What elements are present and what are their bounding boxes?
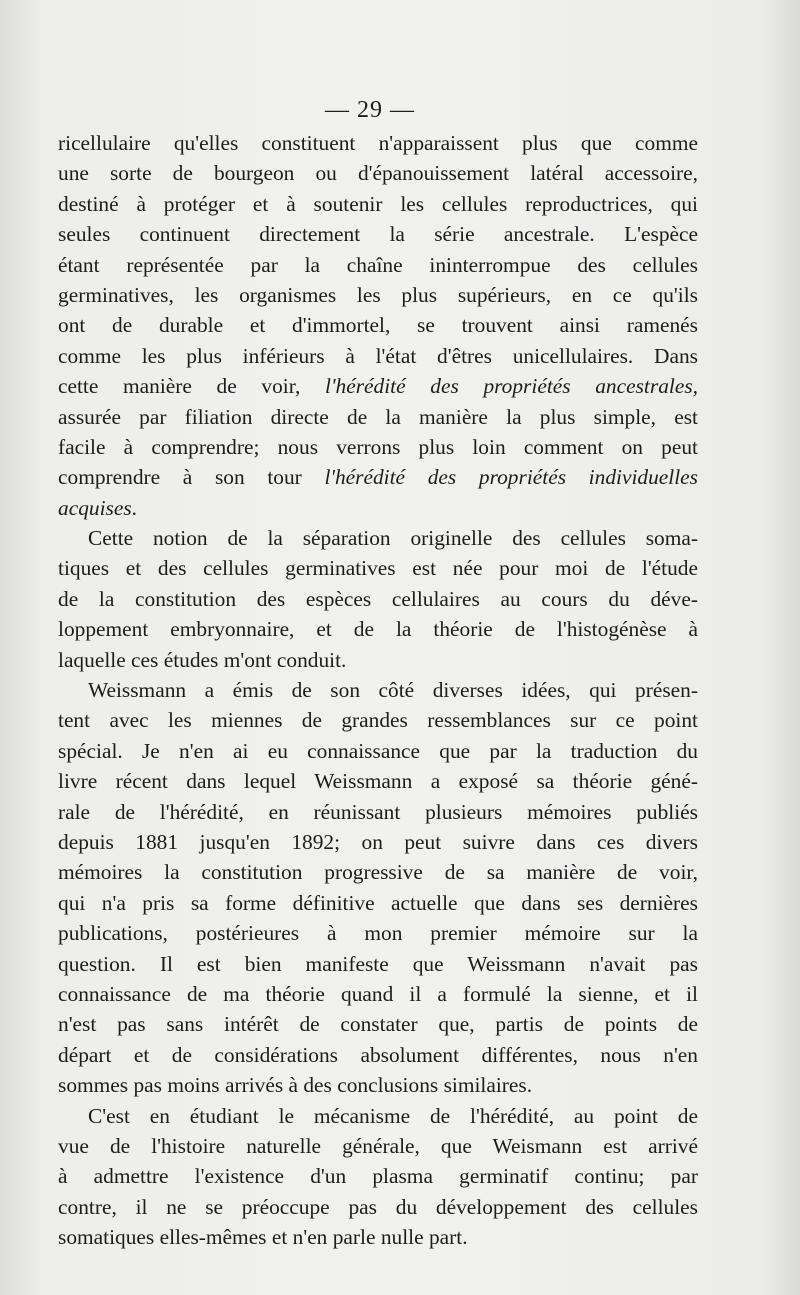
text-line bbox=[58, 614, 698, 644]
text-line bbox=[58, 918, 698, 948]
text-line bbox=[58, 766, 698, 796]
text-line bbox=[58, 280, 698, 310]
text-line bbox=[58, 341, 698, 371]
text-line bbox=[58, 1161, 698, 1191]
text-run: tiques et des cellules germinatives est née pour moi de l'étude bbox=[58, 556, 698, 581]
text-run: seules continuent directement la série ancestrale. L'espèce bbox=[58, 222, 698, 247]
text-run: connaissance de ma théorie quand il a formulé la sienne, et il bbox=[58, 981, 698, 1006]
text-run: ont de durable et d'immortel, se trouvent ainsi ramenés bbox=[58, 313, 698, 338]
text-run: C'est en étudiant le mécanisme de l'hérédité, au point de bbox=[88, 1103, 698, 1128]
text-run: publications, postérieures à mon premier mémoire sur la bbox=[58, 921, 698, 946]
text-line bbox=[58, 371, 698, 401]
text-line bbox=[58, 310, 698, 340]
text-run: . bbox=[131, 495, 138, 520]
text-line bbox=[58, 402, 698, 432]
paragraph bbox=[58, 128, 698, 523]
text-run: n'est pas sans intérêt de constater que, partis de points de bbox=[58, 1012, 698, 1037]
italic-text: l'hérédité des propriétés ancestrales, bbox=[325, 374, 699, 399]
italic-text: l'hérédité des propriétés individuelles bbox=[324, 465, 698, 490]
text-line bbox=[58, 888, 698, 918]
text-line bbox=[58, 250, 698, 280]
text-line bbox=[58, 158, 698, 188]
text-run: Cette notion de la séparation originelle des cellules soma- bbox=[88, 526, 698, 551]
text-run: livre récent dans lequel Weissmann a exposé sa théorie géné- bbox=[58, 769, 698, 794]
text-run: tent avec les miennes de grandes ressemblances sur ce point bbox=[58, 708, 698, 733]
text-line bbox=[58, 675, 698, 705]
text-line bbox=[58, 553, 698, 583]
text-run: mémoires la constitution progressive de sa manière de voir, bbox=[58, 860, 698, 885]
text-run: spécial. Je n'en ai eu connaissance que par la traduction du bbox=[58, 738, 698, 763]
text-run: assurée par filiation directe de la manière la plus simple, est bbox=[58, 404, 698, 429]
text-run: loppement embryonnaire, et de la théorie de l'histogénèse à bbox=[58, 617, 698, 642]
text-run: laquelle ces études m'ont conduit. bbox=[58, 647, 347, 672]
text-line bbox=[58, 1222, 698, 1252]
text-line bbox=[58, 857, 698, 887]
text-line bbox=[58, 736, 698, 766]
text-line bbox=[58, 979, 698, 1009]
text-line bbox=[58, 797, 698, 827]
text-line bbox=[58, 1192, 698, 1222]
text-line bbox=[58, 128, 698, 158]
text-line bbox=[58, 584, 698, 614]
paragraph bbox=[58, 1101, 698, 1253]
text-run: étant représentée par la chaîne ininterrompue des cellules bbox=[58, 252, 698, 277]
text-line bbox=[58, 1131, 698, 1161]
text-run: contre, il ne se préoccupe pas du développement des cellules bbox=[58, 1194, 698, 1219]
text-line bbox=[58, 1040, 698, 1070]
text-run: vue de l'histoire naturelle générale, que Weismann est arrivé bbox=[58, 1133, 698, 1158]
text-line bbox=[58, 1070, 698, 1100]
text-run: germinatives, les organismes les plus supérieurs, en ce qu'ils bbox=[58, 282, 698, 307]
text-line bbox=[58, 189, 698, 219]
paragraph bbox=[58, 675, 698, 1100]
text-line bbox=[58, 1101, 698, 1131]
text-line bbox=[58, 645, 698, 675]
text-line bbox=[58, 1009, 698, 1039]
text-run: départ et de considérations absolument différentes, nous n'en bbox=[58, 1042, 698, 1067]
paragraph bbox=[58, 523, 698, 675]
text-run: depuis 1881 jusqu'en 1892; on peut suivre dans ces divers bbox=[58, 829, 698, 854]
text-run: rale de l'hérédité, en réunissant plusieurs mémoires publiés bbox=[58, 799, 698, 824]
text-run: facile à comprendre; nous verrons plus loin comment on peut bbox=[58, 434, 698, 459]
body-text bbox=[58, 128, 698, 1252]
text-run: somatiques elles-mêmes et n'en parle nulle part. bbox=[58, 1225, 468, 1250]
text-run: à admettre l'existence d'un plasma germinatif continu; par bbox=[58, 1164, 698, 1189]
text-line bbox=[58, 705, 698, 735]
text-line bbox=[58, 493, 698, 523]
text-run: ricellulaire qu'elles constituent n'apparaissent plus que comme bbox=[58, 131, 698, 155]
text-line bbox=[58, 432, 698, 462]
page-number: — 29 — bbox=[325, 97, 415, 123]
text-run: question. Il est bien manifeste que Weissmann n'avait pas bbox=[58, 951, 698, 976]
text-line bbox=[58, 219, 698, 249]
text-line bbox=[58, 462, 698, 492]
text-line bbox=[58, 949, 698, 979]
text-run: de la constitution des espèces cellulaires au cours du déve- bbox=[58, 586, 698, 611]
text-run: Weissmann a émis de son côté diverses idées, qui présen- bbox=[88, 678, 698, 703]
text-run: sommes pas moins arrivés à des conclusions similaires. bbox=[58, 1073, 533, 1098]
text-run: qui n'a pris sa forme définitive actuelle que dans ses dernières bbox=[58, 890, 698, 915]
text-run: une sorte de bourgeon ou d'épanouissement latéral accessoire, bbox=[58, 161, 698, 186]
text-line bbox=[58, 523, 698, 553]
italic-text: acquises bbox=[58, 495, 132, 520]
text-run: destiné à protéger et à soutenir les cellules reproductrices, qui bbox=[58, 191, 698, 216]
text-run: comme les plus inférieurs à l'état d'êtres unicellulaires. Dans bbox=[58, 343, 698, 368]
text-run: comprendre à son tour bbox=[58, 465, 325, 490]
text-run: cette manière de voir, bbox=[58, 374, 326, 399]
text-line bbox=[58, 827, 698, 857]
